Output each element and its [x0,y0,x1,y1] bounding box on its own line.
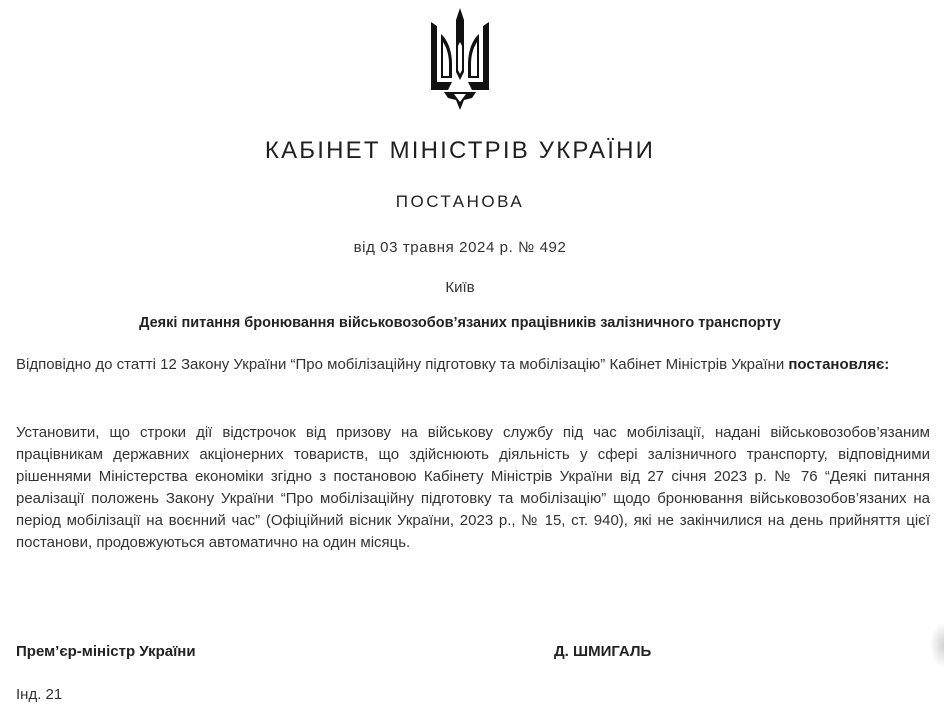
document-city: Київ [445,279,475,296]
ukraine-trident-icon [428,6,492,110]
preamble-paragraph [16,354,930,376]
main-paragraph: Установити, що строки дії відстрочок від призову на військову службу під час мобілізації, надані військовозобов’язаним працівникам державних акціонерних товариств, що здійснюють діяльність у сфері залізничного транспорту, відповідними рішеннями Міністерства економіки згідно з постановою Кабінету Міністрів України від 27 січня 2023 р. № 76 “Деякі питання реалізації положень Закону України “Про мобілізаційну підготовку та мобілізацію” щодо бронювання військовозобов’язаних на період мобілізації на воєнний час” (Офіційний вісник України, 2023 р., № 15, ст. 940), які не закінчилися на день прийняття цієї постанови, продовжуються автоматично на один місяць. [16,424,930,551]
edge-shadow-decoration [930,622,944,668]
signatory-name: Д. ШМИГАЛЬ [554,643,652,660]
document-type: ПОСТАНОВА [395,192,525,211]
preamble-decree-word: постановляє: [788,356,890,373]
document-index: Інд. 21 [16,686,63,703]
document-date-number: від 03 травня 2024 р. № 492 [353,239,567,256]
organization-title: КАБІНЕТ МІНІСТРІВ УКРАЇНИ [264,137,656,164]
signatory-position: Прем’єр-міністр України [16,643,196,660]
document-subject: Деякі питання бронювання військовозобов’язаних працівників залізничного транспорту [139,315,781,331]
preamble-text: Відповідно до статті 12 Закону України “Про мобілізаційну підготовку та мобілізацію” Кабінет Міністрів України [16,356,789,373]
